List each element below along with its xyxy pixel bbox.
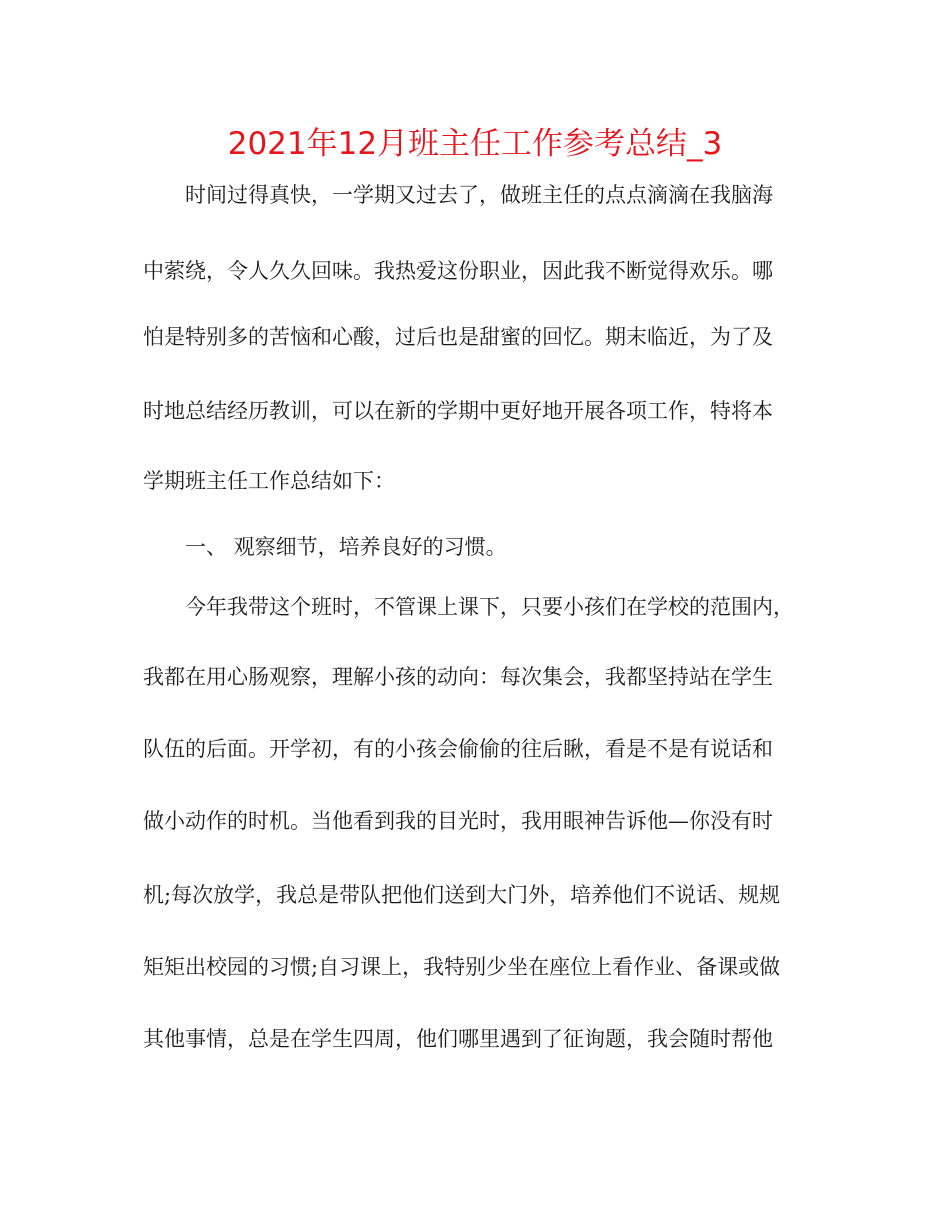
paragraph-line: 中萦绕，令人久久回味。我热爱这份职业，因此我不断觉得欢乐。哪 — [143, 259, 773, 283]
document-title: 2021年12月班主任工作参考总结_3 — [227, 126, 723, 162]
paragraph-line: 学期班主任工作总结如下： — [143, 469, 395, 493]
paragraph-line: 队伍的后面。开学初，有的小孩会偷偷的往后瞅，看是不是有说话和 — [143, 737, 773, 761]
paragraph-line: 时地总结经历教训，可以在新的学期中更好地开展各项工作，特将本 — [143, 399, 773, 423]
paragraph-line: 我都在用心肠观察，理解小孩的动向：每次集会，我都坚持站在学生 — [143, 665, 773, 689]
paragraph-line: 做小动作的时机。当他看到我的目光时，我用眼神告诉他—你没有时 — [143, 809, 773, 833]
paragraph-line: 其他事情，总是在学生四周，他们哪里遇到了征询题，我会随时帮他 — [143, 1027, 773, 1051]
paragraph-line: 怕是特别多的苦恼和心酸，过后也是甜蜜的回忆。期末临近，为了及 — [143, 325, 773, 349]
paragraph-line: 时间过得真快，一学期又过去了，做班主任的点点滴滴在我脑海 — [185, 183, 773, 207]
paragraph-line: 矩矩出校园的习惯;自习课上，我特别少坐在座位上看作业、备课或做 — [143, 955, 781, 979]
section-heading: 一、 观察细节，培养良好的习惯。 — [185, 535, 507, 559]
paragraph-line: 机;每次放学，我总是带队把他们送到大门外，培养他们不说话、规规 — [143, 883, 781, 907]
paragraph-line: 今年我带这个班时，不管课上课下，只要小孩们在学校的范围内， — [185, 595, 794, 619]
